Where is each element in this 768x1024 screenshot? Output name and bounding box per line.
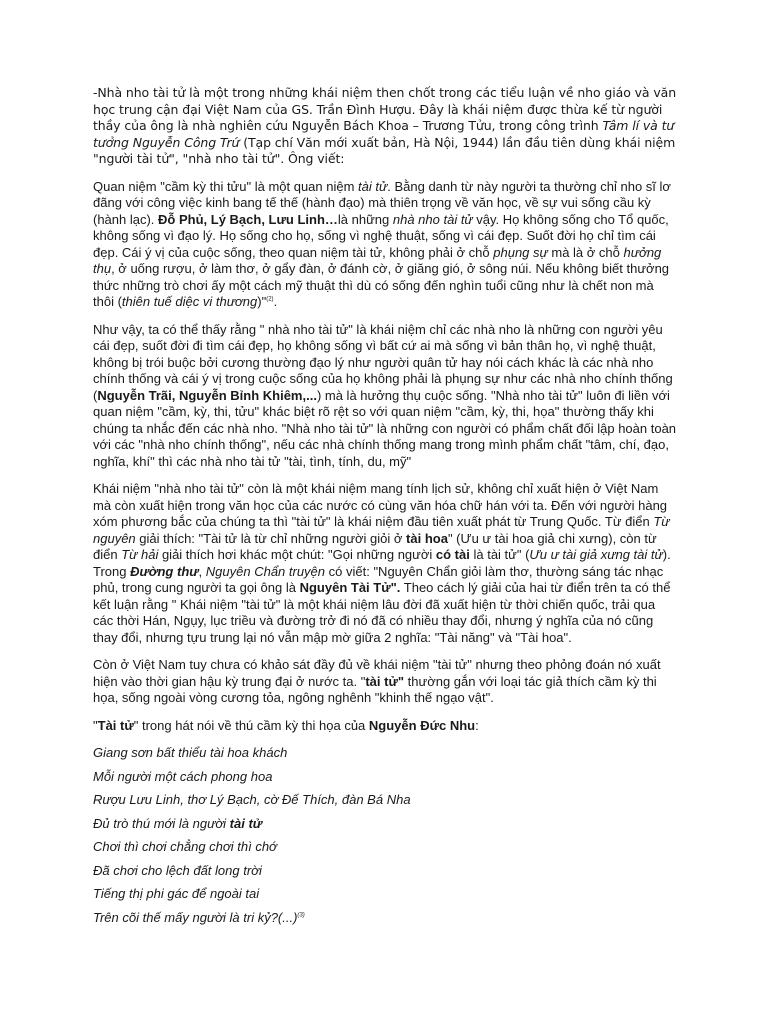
italic-text: nhà nho tài tử (392, 211, 473, 227)
poem-line (93, 769, 678, 786)
text-run: Tiếng thị phi gác để ngoài tai (93, 886, 260, 901)
text-run: giải thích hơi khác một chút: "Gọi những người (158, 547, 436, 562)
text-run: . Bằng danh từ này người ta thường chỉ nho sĩ lơ đãng với công việc kinh bang tế thế (hành đạo) mà thiên trọng về văn học, về sự vui sống cầu kỳ (hành lạc). (93, 178, 671, 227)
text-run: -Nhà nho tài tử là một trong những khái niệm then chốt trong các tiểu luận về nho giáo và văn học trung cận đại Việt Nam của GS. Trần Đình Hượu. Đây là khái niệm được thừa kế từ người thầy của ông là nhà nghiên cứu Nguyễn Bách Khoa – Trương Tửu, trong công trình (93, 85, 677, 133)
footnote-marker: (2) (266, 296, 274, 303)
poem-line (93, 910, 678, 927)
text-run: là những (337, 211, 393, 227)
text-run: (Tạp chí Văn mới xuất bản, Hà Nội, 1944) lần đầu tiên dùng khái niệm "người tài tử", "nhà nho tài tử". Ông viết: (93, 134, 676, 166)
text-run: Quan niệm "cầm kỳ thi tửu" là một quan niệm (93, 178, 359, 194)
italic-text: thiên tuế diệc vi thương (121, 294, 258, 309)
text-run: Rượu Lưu Linh, thơ Lý Bạch, cờ Đế Thích, đàn Bá Nha (93, 792, 411, 807)
italic-text: phụng sự (493, 244, 548, 260)
paragraph-vietnam (93, 657, 678, 707)
italic-text: Từ nguyên (93, 514, 670, 546)
italic-text: Ưu ư tài giả xưng tài tử (529, 547, 663, 562)
bold-text: Nguyễn Trãi, Nguyễn Bỉnh Khiêm,... (97, 387, 317, 403)
bold-italic-text: Đường thư (130, 563, 199, 579)
text-run: ) mà là hưởng thụ cuộc sống. "Nhà nho tài tử" luôn đi liền với quan niệm "cầm, kỳ, thi, tửu" khác biệt rõ rệt so với quan niệm "cầm, kỳ, thi, họa" thường thấy khi chúng ta nhắc đến các nhà nho. "Nhà nho tài tử" là những con người có phẩm chất đối lập hoàn toàn với các "nhà nho chính thống", nếu các nhà chính thống mang trong mình phẩm chất "tâm, chí, đạo, nghĩa, khí" thì các nhà nho tài tử "tài, tình, tính, du, mỹ" (93, 387, 677, 469)
text-run: Giang sơn bất thiểu tài hoa khách (93, 745, 288, 760)
italic-text: Tâm lí và tư tưởng Nguyễn Công Trứ (93, 118, 675, 150)
poem-line (93, 863, 678, 880)
text-run: có viết: "Nguyên Chẩn giỏi làm thơ, thường sáng tác nhạc phủ, trong cung người ta gọi ông là (93, 563, 664, 595)
text-run: , (198, 563, 206, 579)
paragraph-poem-intro (93, 718, 678, 735)
bold-text: tài tử (229, 815, 263, 831)
text-run: Chơi thì chơi chẳng chơi thì chớ (93, 839, 277, 854)
text-run: Đã chơi cho lệch đất long trời (93, 862, 262, 878)
paragraph-definition (93, 322, 678, 471)
bold-text: có tài (435, 547, 470, 562)
text-run: Khái niệm "nhà nho tài tử" còn là một khái niệm mang tính lịch sử, không chỉ xuất hiện ở Việt Nam mà còn xuất hiện trong văn học của các nước có cùng văn hóa chữ hán với ta. Đến với người hàng xóm phương bắc của chúng ta thì "tài tử" là khái niệm đầu tiên xuất phát từ Trung Quốc. Từ điển (93, 481, 668, 529)
bold-text: Nguyễn Đức Nhu (368, 717, 476, 733)
text-run: " (93, 717, 98, 733)
bold-text: Đỗ Phủ, Lý Bạch, Lưu Linh… (158, 211, 338, 227)
paragraph-quote-truong-tuu (93, 179, 678, 311)
poem-line (93, 792, 678, 809)
bold-text: Tài tử (97, 717, 134, 733)
text-run: Theo cách lý giải của hai từ điển trên ta có thể kết luận rằng " Khái niệm "tài tử" là một khái niệm lâu đời đã xuất hiện từ thời chiến quốc, trải qua các thời Hán, Ngụy, lục triều và đường trở đi nó đã có nhiều thay đổi, nhưng ý nghĩa của nó cũng thay đổi, nhưng tựu trung lại nó vẫn mập mờ giữa 2 nghĩa: "Tài năng" và "Tài hoa". (93, 580, 671, 645)
text-run: Mỗi người một cách phong hoa (93, 768, 273, 784)
poem-line (93, 839, 678, 856)
document-page (93, 85, 678, 933)
italic-text: tài tử (358, 178, 388, 194)
text-run: thường gắn với loại tác giả thích cầm kỳ thi họa, sống ngoài vòng cương tỏa, ngông nghênh "khinh thế ngạo vật". (93, 673, 657, 705)
text-run: Còn ở Việt Nam tuy chưa có khảo sát đầy đủ về khái niệm "tài tử" nhưng theo phỏng đoán nó xuất hiện vào thời gian hậu kỳ trung đại ở nước ta. " (93, 657, 661, 689)
poem (93, 745, 678, 926)
text-run: Đủ trò thú mới là người (93, 815, 230, 831)
text-run: ). Trong (93, 547, 671, 579)
text-run: " (Ưu ư tài hoa giả chi xưng), còn từ điển (93, 530, 657, 562)
italic-text: Nguyên Chẩn truyện (205, 563, 326, 579)
text-run: vậy. Họ không sống cho Tổ quốc, không sống vì đạo lý. Họ sống cho họ, sống vì nghệ thuật, sống vì cái đẹp. Suốt đời họ chỉ tìm cái đẹp. Cái ý vị của cuộc sống, theo quan niệm tài tử, không phải ở chỗ (93, 211, 669, 260)
text-run: , ở uống rượu, ở làm thơ, ở gẩy đàn, ở đánh cờ, ở giăng gió, ở sông núi. Nếu không biết thưởng thức những trò chơi ấy một cách mỹ thuật thì dù có sống đến nghìn tuổi cũng như là chết non mà thôi ( (93, 261, 670, 309)
italic-text: hưởng thụ (93, 244, 662, 276)
italic-text: Từ hải (121, 547, 159, 562)
poem-line (93, 886, 678, 903)
text-run: là tài tử" ( (469, 547, 530, 562)
text-run: . (273, 294, 278, 309)
poem-line (93, 745, 678, 762)
bold-text: tài hoa (406, 530, 448, 546)
text-run: : (475, 717, 479, 733)
text-run: Trên cõi thế mấy người là tri kỷ?(...) (93, 909, 298, 925)
text-run: )" (257, 294, 267, 309)
footnote-marker: (3) (297, 912, 305, 919)
bold-text: tài tử" (365, 673, 405, 689)
poem-line (93, 816, 678, 833)
text-run: giải thích: "Tài tử là từ chỉ những người giỏi ở (135, 530, 407, 546)
paragraph-intro (93, 85, 678, 168)
text-run: " trong hát nói về thú cầm kỳ thi họa của (133, 717, 369, 733)
text-run: mà là ở chỗ (547, 244, 624, 260)
text-run: Như vậy, ta có thể thấy rằng " nhà nho tài tử" là khái niệm chỉ các nhà nho là những con người yêu cái đẹp, suốt đời đi tìm cái đẹp, họ không sống vì bất cứ ai mà sống vì bản thân họ, vì nghệ thuật, không bị trói buộc bởi cương thường đạo lý như người quân tử hay nói cách khác là các nhà nho chính thống và cái ý vị trong cuộc sống của họ không phải là phụng sự như các nhà nho chính thống ( (93, 321, 673, 403)
paragraph-history (93, 481, 678, 646)
bold-text: Nguyên Tài Tử". (299, 580, 401, 595)
